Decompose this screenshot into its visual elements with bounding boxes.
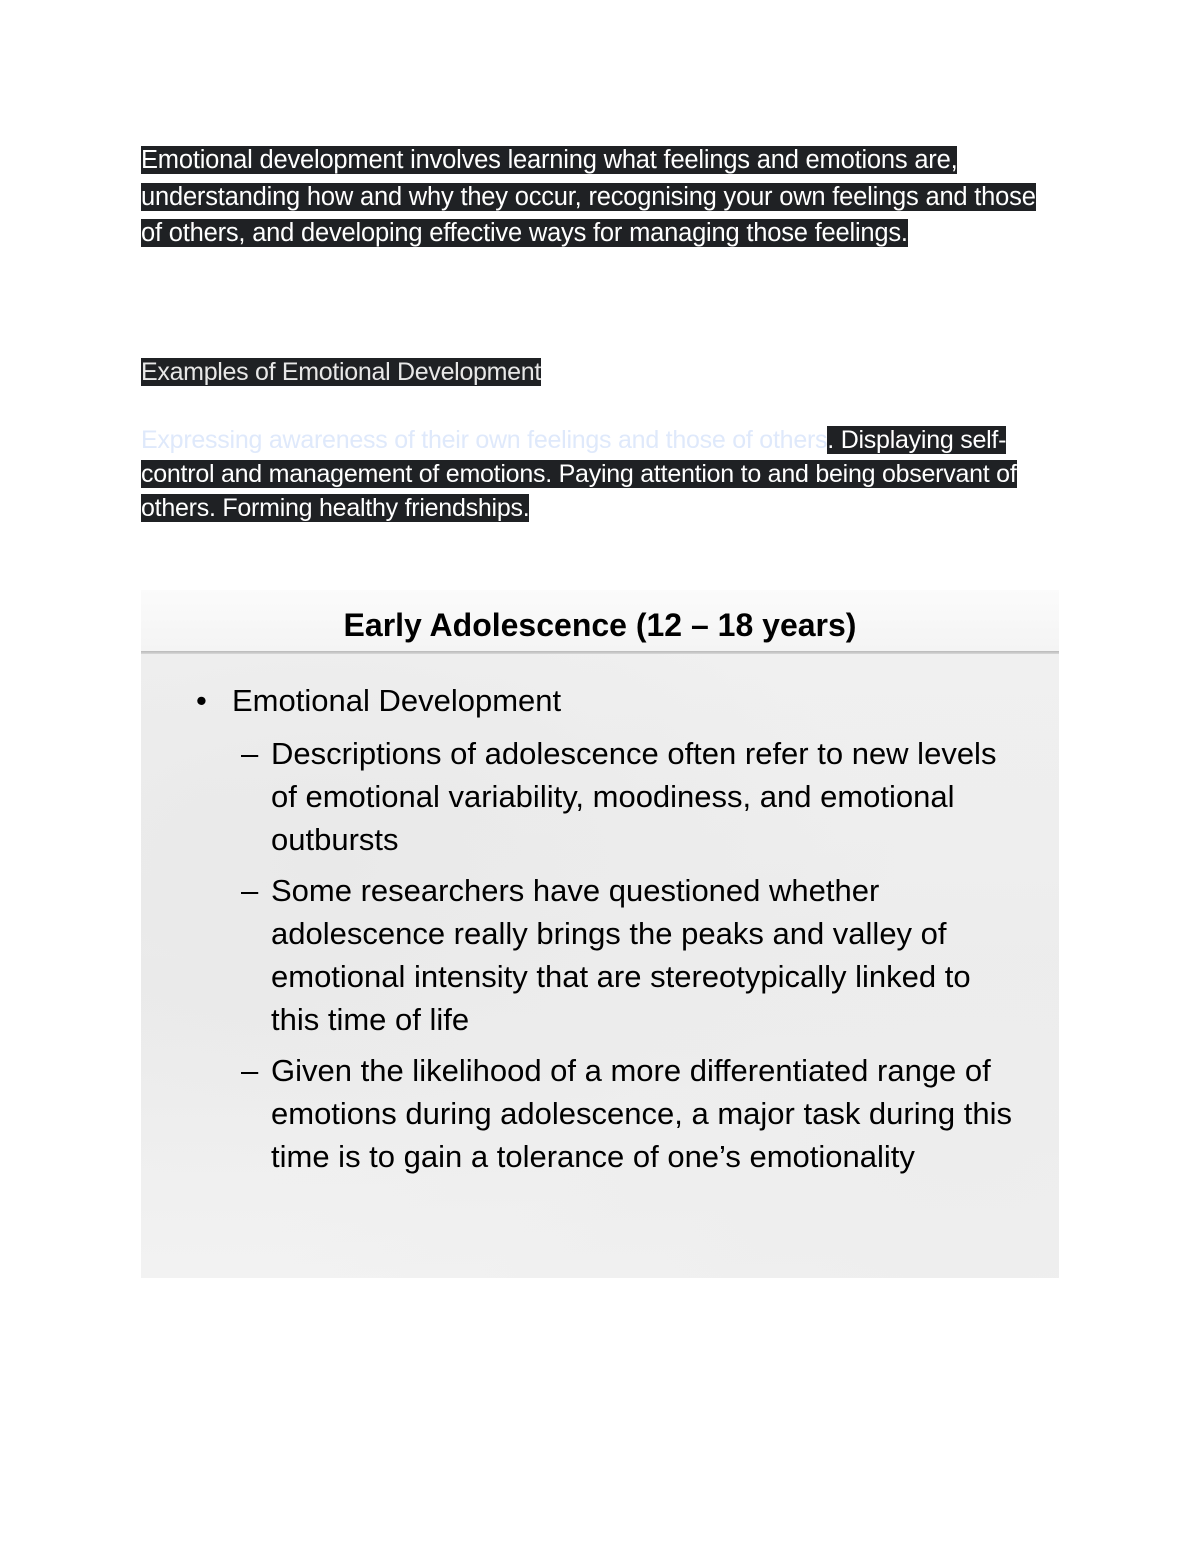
slide-sub-item xyxy=(241,1049,1021,1178)
intro-paragraph xyxy=(141,142,1061,252)
lecture-slide-image xyxy=(141,590,1059,1278)
slide-sub-item-text: Given the likelihood of a more differentiated range of emotions during adolescence, a major task during this time is to gain a tolerance of one’s emotionality xyxy=(271,1053,1012,1174)
dash-icon: – xyxy=(241,736,259,771)
examples-heading xyxy=(141,355,541,389)
examples-faded-text: Expressing awareness of their own feelings and those of others xyxy=(141,426,828,454)
slide-title: Early Adolescence (12 – 18 years) xyxy=(343,607,857,643)
slide-sub-item-text: Descriptions of adolescence often refer to new levels of emotional variability, moodiness, and emotional outbursts xyxy=(271,736,997,857)
slide-main-bullet-text: Emotional Development xyxy=(232,683,562,718)
slide-sub-item xyxy=(241,869,1021,1041)
dash-icon: – xyxy=(241,1053,259,1088)
intro-text: Emotional development involves learning what feelings and emotions are, understanding how and why they occur, recognising your own feelings and those of others, and developing effective ways for managing those feelings. xyxy=(141,146,1036,247)
examples-paragraph xyxy=(141,423,1061,525)
examples-heading-text: Examples of Emotional Development xyxy=(141,358,542,386)
bullet-dot-icon: • xyxy=(196,683,207,718)
slide-sub-item xyxy=(241,732,1021,861)
slide-sub-item-text: Some researchers have questioned whether adolescence really brings the peaks and valley of emotional intensity that are stereotypically linked to this time of life xyxy=(271,873,971,1037)
slide-sub-list xyxy=(241,732,1021,1186)
slide-title-divider xyxy=(141,651,1059,654)
examples-highlighted-text: . Displaying self-control and management of emotions. Paying attention to and being observant of others. Forming healthy friendships. xyxy=(141,426,1017,522)
dash-icon: – xyxy=(241,873,259,908)
slide-main-bullet xyxy=(196,680,561,722)
